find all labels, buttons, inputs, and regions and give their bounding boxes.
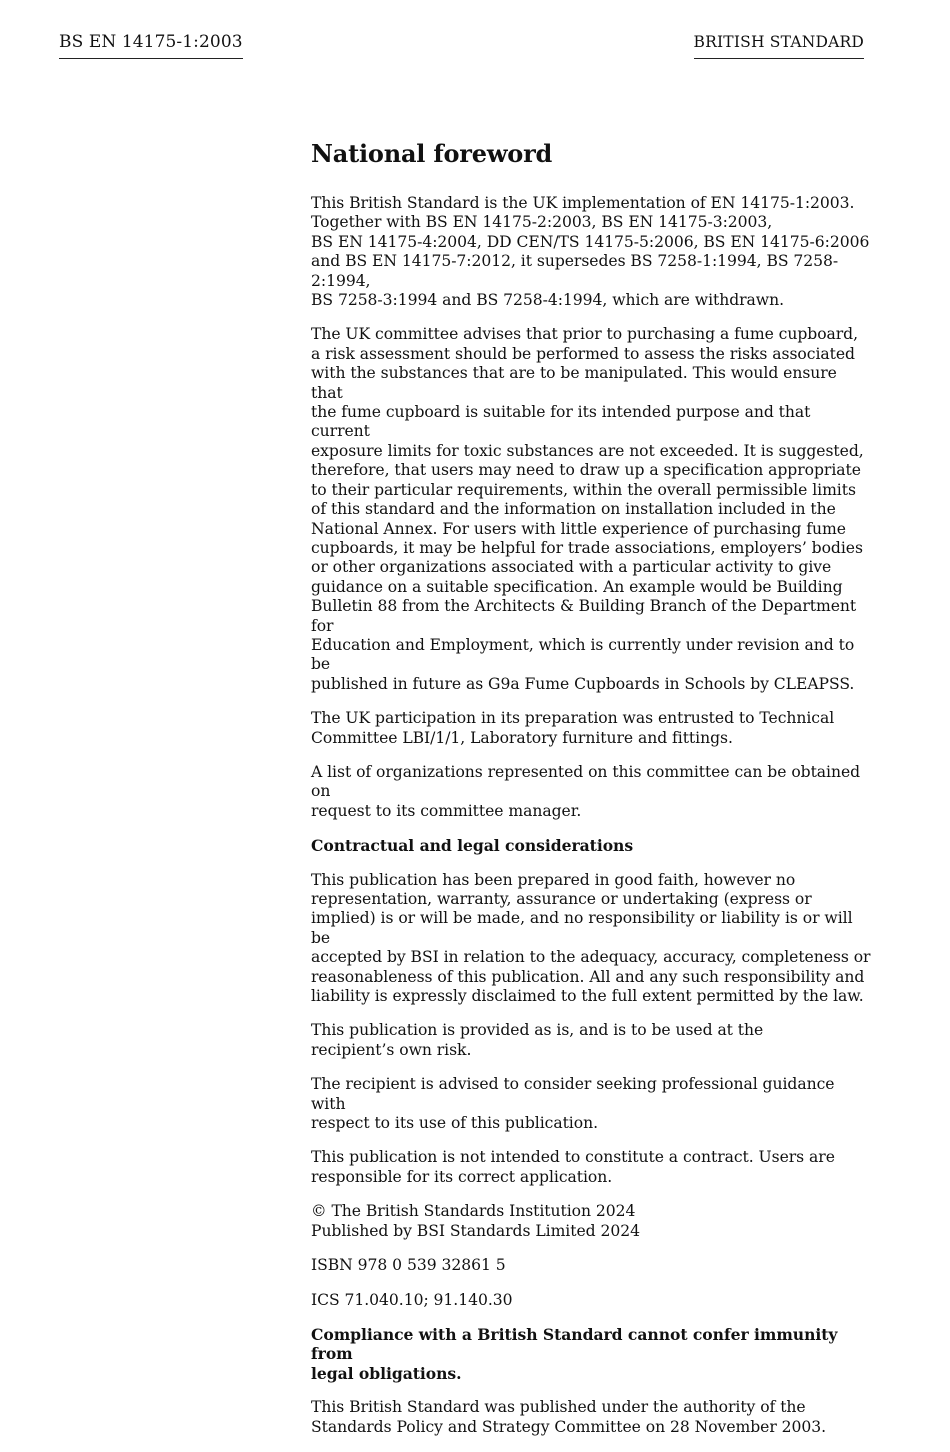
page-title: National foreword <box>311 139 553 168</box>
isbn: ISBN 978 0 539 32861 5 <box>311 1256 506 1275</box>
good-faith-paragraph: This publication has been prepared in good faith, however no representation, warranty, assurance or undertaking (express or implied) is or will be made, and no responsibility or liability is or will be accepted by BSI in relation to the adequacy, accuracy, completeness or reasonableness of this publication. All and any such responsibility and liability is expressly disclaimed to the full extent permitted by the law. <box>311 870 871 1006</box>
main-content <box>311 140 871 1452</box>
publisher-label: BRITISH STANDARD <box>694 32 865 59</box>
copyright-notice: © The British Standards Institution 2024 Published by BSI Standards Limited 2024 <box>311 1202 640 1240</box>
ics-codes: ICS 71.040.10; 91.140.30 <box>311 1290 513 1309</box>
intro-paragraph: This British Standard is the UK implementation of EN 14175-1:2003. Together with BS EN 14175-2:2003, BS EN 14175-3:2003, BS EN 14175-4:2004, DD CEN/TS 14175-5:2006, BS EN 14175-6:2006 and BS EN 14175-7:2012, it supersedes BS 7258-1:1994, BS 7258-2:1994, BS 7258-3:1994 and BS 7258-4:1994, which are withdrawn. <box>311 194 870 310</box>
guidance-paragraph: The recipient is advised to consider seeking professional guidance with respect to its use of this publication. <box>311 1075 835 1133</box>
document-number: BS EN 14175-1:2003 <box>59 31 243 59</box>
participation-paragraph: The UK participation in its preparation was entrusted to Technical Committee LBI/1/1, Laboratory furniture and fittings. <box>311 709 835 747</box>
committee-advice-paragraph: The UK committee advises that prior to purchasing a fume cupboard, a risk assessment should be performed to assess the risks associated with the substances that are to be manipulated. This would ensure that the fume cupboard is suitable for its intended purpose and that current exposure limits for toxic substances are not exceeded. It is suggested, therefore, that users may need to draw up a specification appropriate to their particular requirements, within the overall permissible limits of this standard and the information on installation included in the National Annex. For users with little experience of purchasing fume cupboards, it may be helpful for trade associations, employers’ bodies or other organizations associated with a particular activity to give guidance on a suitable specification. An example would be Building Bulletin 88 from the Architects & Building Branch of the Department for Education and Employment, which is currently under revision and to be published in future as G9a Fume Cupboards in Schools by CLEAPSS. <box>311 325 864 693</box>
contract-paragraph: This publication is not intended to constitute a contract. Users are responsible for its correct application. <box>311 1148 835 1186</box>
compliance-statement: Compliance with a British Standard cannot confer immunity from legal obligations. <box>311 1324 838 1383</box>
publication-authority-paragraph: This British Standard was published under the authority of the Standards Policy and Strategy Committee on 28 November 2003. <box>311 1398 827 1436</box>
organizations-paragraph: A list of organizations represented on this committee can be obtained on request to its committee manager. <box>311 762 861 820</box>
legal-heading: Contractual and legal considerations <box>311 836 634 856</box>
as-is-paragraph: This publication is provided as is, and is to be used at the recipient’s own risk. <box>311 1021 764 1059</box>
